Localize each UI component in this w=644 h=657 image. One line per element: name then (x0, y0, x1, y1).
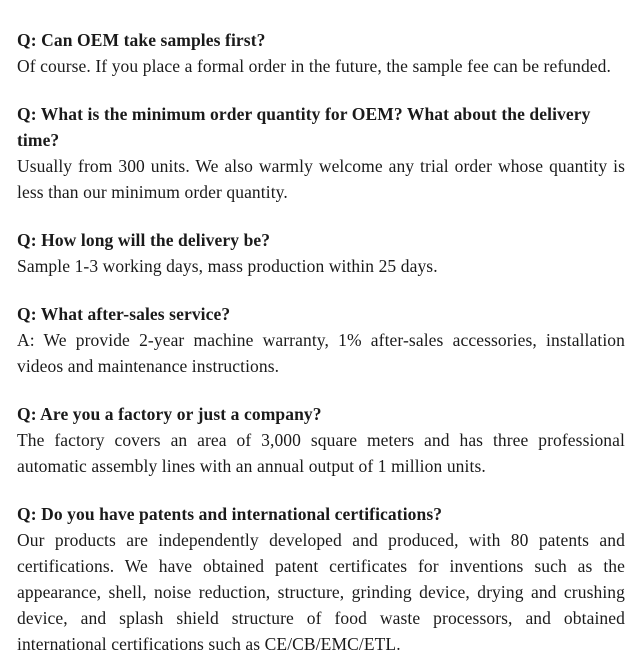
faq-item (17, 101, 625, 205)
faq-question: Q: Do you have patents and international certifications? (17, 504, 443, 524)
faq-question: Q: What after-sales service? (17, 304, 231, 324)
faq-item (17, 301, 625, 379)
faq-item (17, 501, 625, 657)
faq-question: Q: How long will the delivery be? (17, 230, 271, 250)
faq-answer: Our products are independently developed and produced, with 80 patents and certifications. We have obtained patent certificates for inventions such as the appearance, shell, noise reduction, structure, grinding device, drying and crushing device, and splash shield structure of food waste processors, and obtained international certifications such as CE/CB/EMC/ETL. (17, 530, 625, 654)
faq-item (17, 227, 625, 279)
faq-list (17, 27, 625, 657)
faq-question: Q: Are you a factory or just a company? (17, 404, 322, 424)
faq-item (17, 401, 625, 479)
faq-answer: The factory covers an area of 3,000 square meters and has three professional automatic assembly lines with an annual output of 1 million units. (17, 430, 625, 476)
faq-answer: A: We provide 2-year machine warranty, 1% after-sales accessories, installation videos and maintenance instructions. (17, 330, 625, 376)
faq-question: Q: What is the minimum order quantity for OEM? What about the delivery time? (17, 104, 591, 150)
faq-answer: Usually from 300 units. We also warmly welcome any trial order whose quantity is less than our minimum order quantity. (17, 156, 625, 202)
faq-answer: Of course. If you place a formal order in the future, the sample fee can be refunded. (17, 56, 611, 76)
faq-item (17, 27, 625, 79)
faq-question: Q: Can OEM take samples first? (17, 30, 266, 50)
faq-answer: Sample 1-3 working days, mass production within 25 days. (17, 256, 438, 276)
